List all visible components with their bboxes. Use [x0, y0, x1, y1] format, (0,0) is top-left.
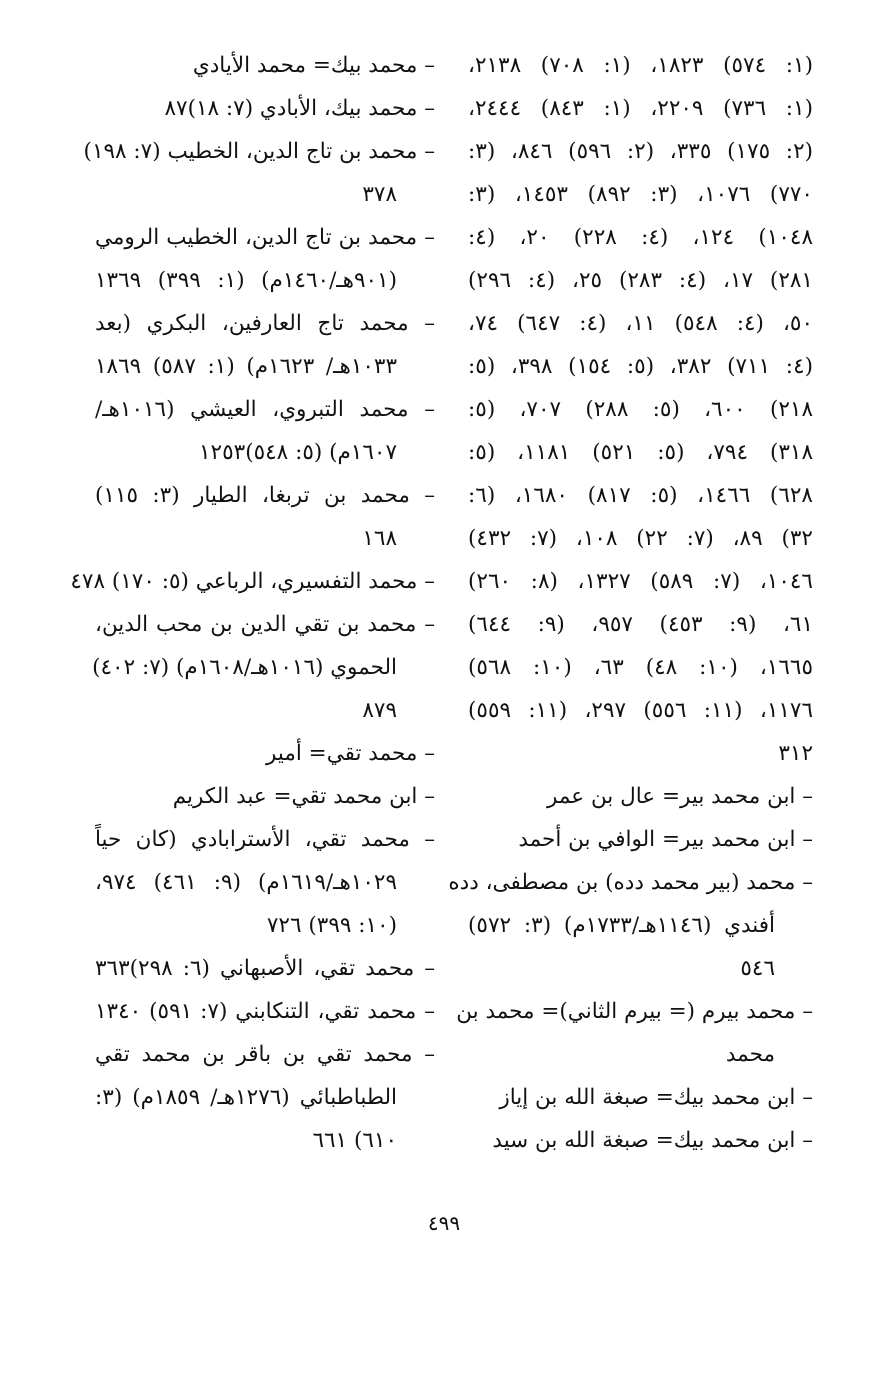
index-line: – محمد بن تاج الدين، الخطيب (٧: ١٩٨) — [83, 139, 435, 164]
index-line: ٨٧٩ — [362, 698, 397, 723]
index-line: الحموي (١٠١٦هـ/١٦٠٨م) (٧: ٤٠٢) — [92, 655, 397, 680]
page-number: ٤٩٩ — [427, 1211, 461, 1235]
index-line: – محمد تقي بن باقر بن محمد تقي — [95, 1042, 435, 1067]
index-line: ٦١، (٩: ٤٥٣) ٩٥٧، (٩: ٦٤٤) — [468, 612, 813, 637]
index-line: – محمد بن تقي الدين بن محب الدين، — [95, 612, 435, 637]
index-line: – محمد التبروي، العيشي (١٠١٦هـ/ — [95, 397, 435, 422]
index-line: – محمد بيك، الأبادي (٧: ١٨)٨٧ — [164, 96, 435, 121]
index-column-left — [70, 44, 435, 1162]
index-line: – محمد تاج العارفين، البكري (بعد — [95, 311, 435, 336]
index-line: ٣٧٨ — [362, 182, 397, 207]
index-line: ١٠٤٨) ١٢٤، (٤: ٢٢٨) ٢٠، (٤: — [468, 225, 813, 250]
index-line: ٦٢٨) ١٤٦٦، (٥: ٨١٧) ١٦٨٠، (٦: — [468, 483, 813, 508]
index-line: أفندي (١١٤٦هـ/١٧٣٣م) (٣: ٥٧٢) — [468, 913, 776, 938]
index-line: ٢٨١) ١٧، (٤: ٢٨٣) ٢٥، (٤: ٢٩٦) — [468, 268, 813, 293]
index-line: – محمد بيك= محمد الأيادي — [192, 53, 435, 78]
index-line: – ابن محمد بير= الوافي بن أحمد — [518, 827, 813, 852]
index-line: ٢١٨) ٦٠٠، (٥: ٢٨٨) ٧٠٧، (٥: — [468, 397, 813, 422]
index-line: – محمد التفسيري، الرباعي (٥: ١٧٠) ٤٧٨ — [70, 569, 435, 594]
index-line: ١٦٨ — [362, 526, 397, 551]
index-line: ٣١٨) ٧٩٤، (٥: ٥٢١) ١١٨١، (٥: — [468, 440, 813, 465]
index-line: (٢: ١٧٥) ٣٣٥، (٢: ٥٩٦) ٨٤٦، (٣: — [468, 139, 814, 164]
index-line: ٥٤٦ — [740, 956, 775, 981]
index-line: ٧٧٠) ١٠٧٦، (٣: ٨٩٢) ١٤٥٣، (٣: — [468, 182, 813, 207]
index-line: (١٠: ٣٩٩) ٧٢٦ — [266, 913, 397, 938]
index-line: ١٦٠٧م) (٥: ٥٤٨)١٢٥٣ — [198, 440, 397, 465]
index-line: (١: ٧٣٦) ٢٢٠٩، (١: ٨٤٣) ٢٤٤٤، — [468, 96, 813, 121]
index-line: – ابن محمد تقي= عبد الكريم — [172, 784, 435, 809]
index-line: الطباطبائي (١٢٧٦هـ/ ١٨٥٩م) (٣: — [95, 1085, 397, 1110]
index-line: – ابن محمد بيك= صبغة الله بن إياز — [499, 1085, 813, 1110]
index-line: ٣٢) ٨٩، (٧: ٢٢) ١٠٨، (٧: ٤٣٢) — [468, 526, 813, 551]
index-line: – محمد بيرم (= بيرم الثاني)= محمد بن — [456, 999, 813, 1024]
index-line: ٥٠، (٤: ٥٤٨) ١١، (٤: ٦٤٧) ٧٤، — [468, 311, 813, 336]
index-line: ٦١٠) ٦٦١ — [312, 1128, 397, 1153]
index-line: – ابن محمد بيك= صبغة الله بن سيد — [492, 1128, 813, 1153]
index-line: – محمد بن تاج الدين، الخطيب الرومي — [95, 225, 435, 250]
index-column-right — [448, 44, 814, 1162]
index-line: – محمد تقي، التنكابني (٧: ٥٩١) ١٣٤٠ — [95, 999, 435, 1024]
index-line: – محمد تقي، الأصبهاني (٦: ٢٩٨)٣٦٣ — [95, 956, 435, 981]
index-line: محمد — [725, 1042, 775, 1067]
index-line: – محمد (بير محمد دده) بن مصطفى، دده — [448, 870, 813, 895]
index-line: – محمد تقي= أمير — [266, 741, 435, 766]
index-line: ١٠٤٦، (٧: ٥٨٩) ١٣٢٧، (٨: ٢٦٠) — [468, 569, 813, 594]
index-line: ٣١٢ — [778, 741, 813, 766]
index-line: (١: ٥٧٤) ١٨٢٣، (١: ٧٠٨) ٢١٣٨، — [468, 53, 813, 78]
index-line: – ابن محمد بير= عال بن عمر — [546, 784, 813, 809]
index-line: ١٦٦٥، (١٠: ٤٨) ٦٣، (١٠: ٥٦٨) — [468, 655, 813, 680]
index-line: ١١٧٦، (١١: ٥٥٦) ٢٩٧، (١١: ٥٥٩) — [468, 698, 814, 723]
index-line: ١٠٣٣هـ/ ١٦٢٣م) (١: ٥٨٧) ١٨٦٩ — [95, 354, 398, 379]
index-line: – محمد تقي، الأسترابادي (كان حياً — [95, 827, 435, 852]
index-line: ١٠٢٩هـ/١٦١٩م) (٩: ٤٦١) ٩٧٤، — [95, 870, 397, 895]
index-line: (٩٠١هـ/١٤٦٠م) (١: ٣٩٩) ١٣٦٩ — [95, 268, 397, 293]
index-line: – محمد بن تربغا، الطيار (٣: ١١٥) — [95, 483, 435, 508]
index-line: (٤: ٧١١) ٣٨٢، (٥: ١٥٤) ٣٩٨، (٥: — [468, 354, 814, 379]
